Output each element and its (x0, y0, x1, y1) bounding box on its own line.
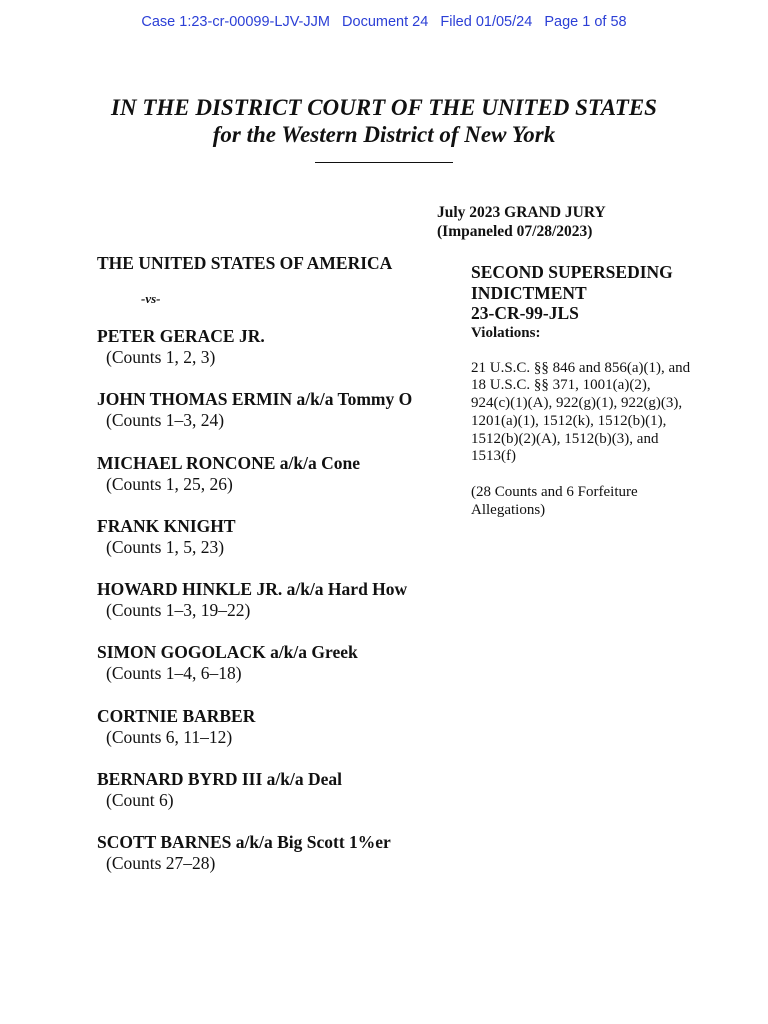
defendant-entry (97, 389, 437, 452)
defendant-counts: (Counts 1–3, 24) (106, 410, 225, 431)
defendant-entry (97, 453, 437, 516)
defendant-name: PETER GERACE JR. (97, 326, 265, 346)
filing-stamp: Case 1:23-cr-00099-LJV-JJM Document 24 Filed 01/05/24 Page 1 of 58 (141, 14, 627, 30)
counts-summary-line-2: Allegations) (471, 502, 546, 519)
defendant-name: BERNARD BYRD III a/k/a Deal (97, 769, 343, 790)
violations-label: Violations: (471, 324, 541, 341)
court-title-line-2: for the Western District of New York (212, 122, 556, 147)
case-caption (97, 252, 437, 896)
defendant-name: JOHN THOMAS ERMIN a/k/a Tommy O (97, 389, 413, 410)
defendant-counts: (Count 6) (106, 790, 174, 811)
defendant-entry (97, 832, 437, 895)
indictment-title-line-1: SECOND SUPERSEDING (471, 262, 673, 282)
grand-jury-term: July 2023 GRAND JURY (437, 204, 606, 221)
defendant-counts: (Counts 1–3, 19–22) (106, 600, 251, 621)
indictment-title (471, 262, 721, 303)
defendant-counts: (Counts 1, 5, 23) (106, 536, 225, 557)
defendant-entry (97, 516, 437, 579)
plaintiff: THE UNITED STATES OF AMERICA (97, 253, 393, 273)
defendant-counts: (Counts 6, 11–12) (106, 726, 233, 747)
violations-line: 1513(f) (471, 448, 516, 465)
defendant-entry (97, 326, 437, 389)
grand-jury-block (437, 203, 606, 241)
defendant-name: SCOTT BARNES a/k/a Big Scott 1%er (97, 832, 391, 853)
violations-line: 924(c)(1)(A), 922(g)(1), 922(g)(3), (471, 395, 683, 412)
defendant-name: CORTNIE BARBER (97, 705, 256, 726)
violations-line: 1512(b)(2)(A), 1512(b)(3), and (471, 430, 659, 447)
counts-summary (471, 484, 721, 520)
counts-summary-line-1: (28 Counts and 6 Forfeiture (471, 484, 638, 501)
grand-jury-impaneled: (Impaneled 07/28/2023) (437, 223, 593, 240)
defendant-name: FRANK KNIGHT (97, 515, 236, 536)
violations-line: 18 U.S.C. §§ 371, 1001(a)(2), (471, 377, 651, 394)
case-number: 23-CR-99-JLS (471, 303, 579, 323)
defendant-counts: (Counts 1, 2, 3) (106, 347, 216, 367)
defendant-counts: (Counts 27–28) (106, 853, 216, 874)
defendant-list (97, 326, 437, 896)
title-divider (315, 162, 453, 163)
versus-label: -vs- (141, 291, 161, 306)
defendant-name: MICHAEL RONCONE a/k/a Cone (97, 452, 361, 473)
court-title (0, 94, 768, 148)
defendant-name: SIMON GOGOLACK a/k/a Greek (97, 642, 358, 663)
defendant-entry (97, 579, 437, 642)
defendant-entry (97, 642, 437, 705)
violations-line: 21 U.S.C. §§ 846 and 856(a)(1), and (471, 359, 691, 376)
defendant-counts: (Counts 1, 25, 26) (106, 473, 233, 494)
indictment-block (471, 262, 721, 520)
indictment-title-line-2: INDICTMENT (471, 282, 587, 303)
court-title-line-1: IN THE DISTRICT COURT OF THE UNITED STATES (111, 95, 657, 120)
defendant-name: HOWARD HINKLE JR. a/k/a Hard How (97, 579, 408, 600)
defendant-entry (97, 706, 437, 769)
defendant-counts: (Counts 1–4, 6–18) (106, 663, 242, 684)
defendant-entry (97, 769, 437, 832)
violations-list (471, 360, 721, 467)
violations-line: 1201(a)(1), 1512(k), 1512(b)(1), (471, 412, 667, 429)
